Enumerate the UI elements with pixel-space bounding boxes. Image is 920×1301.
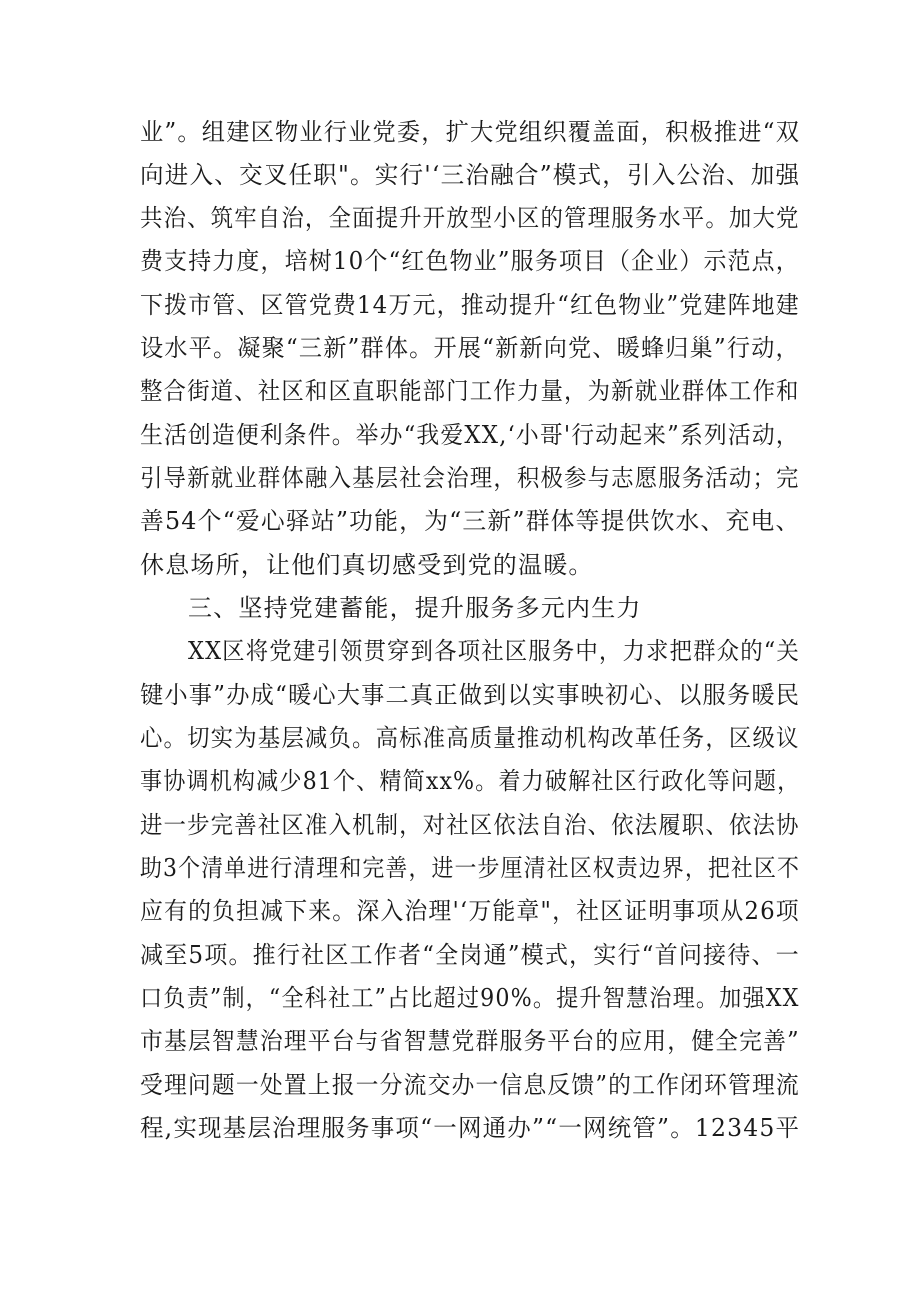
- paragraph-line: 整合街道、社区和区直职能部门工作力量，为新就业群体工作和: [140, 377, 800, 405]
- paragraph-line: 设水平。凝聚“三新”群体。开展“新新向党、暖蜂归巢”行动，: [140, 334, 800, 362]
- paragraph-line: 进一步完善社区准入机制，对社区依法自治、依法履职、依法协: [140, 811, 800, 839]
- paragraph-line: 减至5项。推行社区工作者“全岗通”模式，实行“首问接待、一: [140, 941, 800, 969]
- paragraph-line: 向进入、交叉任职"。实行'‘三治融合”模式，引入公治、加强: [140, 161, 801, 189]
- paragraph-line: 键小事”办成“暖心大事二真正做到以实事映初心、以服务暖民: [140, 681, 801, 709]
- paragraph-line: 受理问题一处置上报一分流交办一信息反馈”的工作闭环管理流: [140, 1071, 800, 1099]
- section-heading: 三、坚持党建蓄能，提升服务多元内生力: [188, 594, 642, 622]
- paragraph-line: 程,实现基层治理服务事项“一网通办”“一网统管”。12345平: [140, 1114, 801, 1142]
- paragraph-line: 共治、筑牢自治，全面提升开放型小区的管理服务水平。加大党: [140, 204, 800, 232]
- paragraph-line: 引导新就业群体融入基层社会治理，积极参与志愿服务活动；完: [140, 464, 800, 492]
- paragraph-line: 应有的负担减下来。深入治理'‘万能章"，社区证明事项从26项: [140, 897, 800, 925]
- paragraph-line: 下拨市管、区管党费14万元，推动提升“红色物业”党建阵地建: [140, 291, 800, 319]
- paragraph-line: 生活创造便利条件。举办“我爱XX,‘小哥'行动起来”系列活动，: [140, 421, 800, 449]
- paragraph-line: 口负责”制，“全科社工”占比超过90%。提升智慧治理。加强XX: [140, 984, 800, 1012]
- paragraph-line: 心。切实为基层减负。高标准高质量推动机构改革任务，区级议: [140, 724, 800, 752]
- paragraph-line: 事协调机构减少81个、精简xx%。着力破解社区行政化等问题，: [140, 767, 801, 795]
- paragraph-line: 休息场所，让他们真切感受到党的温暖。: [140, 551, 594, 579]
- paragraph-line: 助3个清单进行清理和完善，进一步厘清社区权责边界，把社区不: [140, 854, 801, 882]
- paragraph-line: XX区将党建引领贯穿到各项社区服务中，力求把群众的“关: [188, 637, 800, 665]
- paragraph-line: 善54个“爱心驿站”功能，为“三新”群体等提供饮水、充电、: [140, 507, 801, 535]
- paragraph-line: 市基层智慧治理平台与省智慧党群服务平台的应用，健全完善”: [140, 1027, 800, 1055]
- paragraph-line: 费支持力度，培树10个“红色物业”服务项目（企业）示范点，: [140, 247, 800, 275]
- paragraph-line: 业”。组建区物业行业党委，扩大党组织覆盖面，积极推进“双: [140, 118, 801, 146]
